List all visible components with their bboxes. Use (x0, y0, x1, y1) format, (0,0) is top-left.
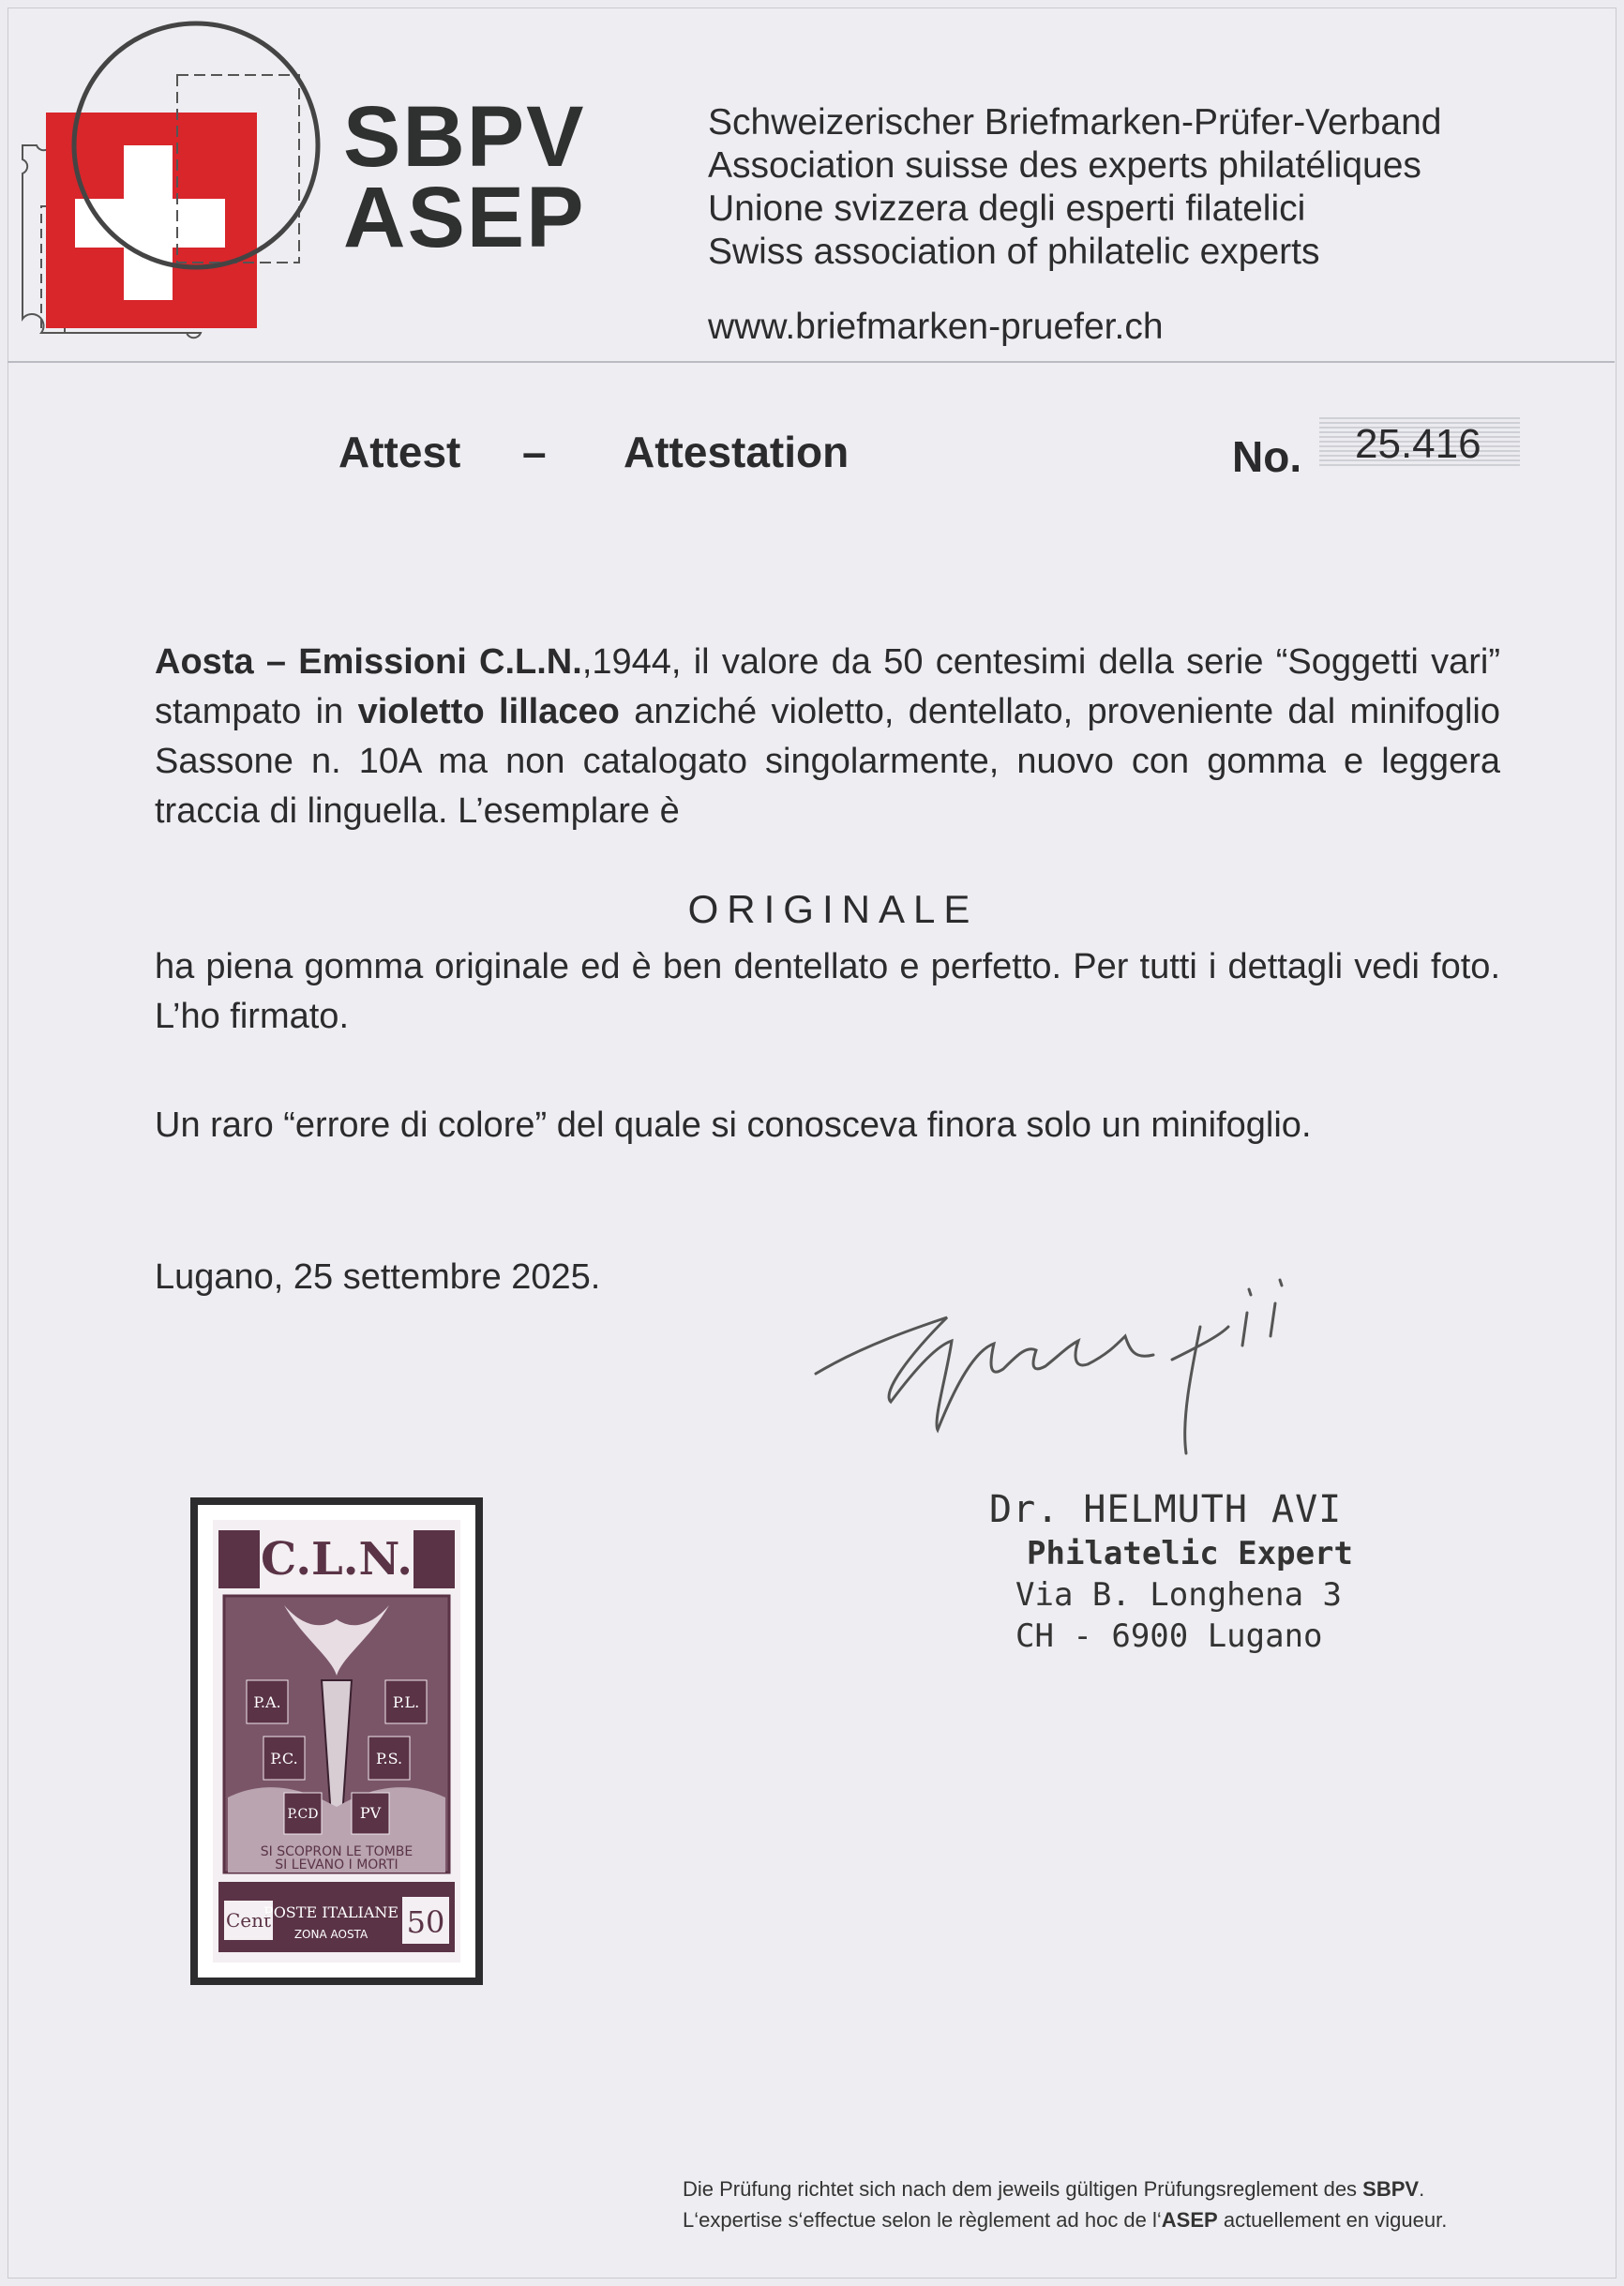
rarity-paragraph: Un raro “errore di colore” del quale si conosceva finora solo un minifoglio. (155, 1105, 1312, 1145)
title-attestation: Attestation (624, 428, 850, 476)
expert-stamp (989, 1486, 1353, 1657)
stamp-motto-2: SI LEVANO I MORTI (275, 1857, 398, 1872)
org-name-de: Schweizerischer Briefmarken-Prüfer-Verband (708, 102, 1442, 143)
expert-street: Via B. Longhena 3 (1015, 1576, 1342, 1614)
swiss-cross-stamp-logo-icon (13, 19, 332, 347)
expert-name: Dr. HELMUTH AVI (989, 1488, 1343, 1531)
verdict: ORIGINALE (687, 887, 979, 931)
title-dash: – (522, 428, 547, 476)
footer-de-end: . (1419, 2177, 1425, 2201)
expert-signature (806, 1261, 1369, 1467)
website-link[interactable]: www.briefmarken-pruefer.ch (708, 307, 1164, 347)
shield-ps: P.S. (375, 1750, 403, 1767)
footer-fr (683, 2204, 1447, 2235)
footer-fr-end: actuellement en vigueur. (1217, 2208, 1448, 2232)
shield-pv: PV (359, 1804, 382, 1822)
shield-pc: P.C. (270, 1750, 298, 1767)
issue-name: Aosta – Emissioni C.L.N. (155, 642, 582, 682)
shield-pcd: P.CD (287, 1807, 319, 1822)
footer-de (683, 2173, 1447, 2204)
footer-note (683, 2173, 1447, 2235)
header-divider (8, 361, 1615, 363)
description-paragraph (155, 638, 1500, 836)
footer-fr-text: L‘expertise s‘effectue selon le règlement ad hoc de l‘ (683, 2208, 1162, 2232)
stamp-poste: POSTE ITALIANE (263, 1903, 399, 1921)
stamp-cent: Cent (225, 1909, 272, 1932)
expert-city: CH - 6900 Lugano (1015, 1617, 1323, 1655)
stamp-top-text: C.L.N. (260, 1533, 414, 1586)
logo-line-asep: ASEP (343, 170, 586, 265)
logo-line-sbpv: SBPV (343, 89, 586, 185)
org-name-it: Unione svizzera degli esperti filatelici (708, 188, 1306, 229)
footer-de-text: Die Prüfung richtet sich nach dem jeweils gültigen Prüfungsreglement des (683, 2177, 1363, 2201)
association-names (708, 101, 1441, 349)
footer-fr-bold: ASEP (1161, 2208, 1218, 2232)
org-name-en: Swiss association of philatelic experts (708, 232, 1320, 272)
expert-title: Philatelic Expert (1027, 1535, 1353, 1572)
description-text-2: anziché violetto, dentellato, proveniente dal minifoglio Sassone n. 10A ma non catalogato singolarmente, nuovo con gomma e leggera traccia di linguella. L’esemplare è (155, 692, 1500, 831)
description-text-1: ,1944, il valore da 50 centesimi della serie “Soggetti vari” stampato in (155, 642, 1500, 731)
stamp-zona: ZONA AOSTA (293, 1928, 368, 1941)
place-date: Lugano, 25 settembre 2025. (155, 1257, 601, 1297)
color-variety: violetto lillaceo (357, 692, 620, 731)
shield-pa: P.A. (253, 1693, 281, 1711)
condition-paragraph: ha piena gomma originale ed è ben dentellato e perfetto. Per tutti i dettagli vedi foto. L’ho firmato. (155, 947, 1500, 1036)
org-name-fr: Association suisse des experts philatéliques (708, 145, 1421, 186)
certificate-number: 25.416 (1355, 421, 1481, 467)
shield-pl: P.L. (392, 1693, 420, 1711)
certificate-number-label: No. (1232, 432, 1302, 481)
stamp-photo (190, 1497, 483, 1985)
footer-de-bold: SBPV (1362, 2177, 1420, 2201)
stamp-motto-1: SI SCOPRON LE TOMBE (260, 1844, 414, 1859)
title-attest: Attest (338, 428, 461, 476)
stamp-value: 50 (406, 1904, 445, 1940)
logo-wordmark (343, 89, 586, 265)
